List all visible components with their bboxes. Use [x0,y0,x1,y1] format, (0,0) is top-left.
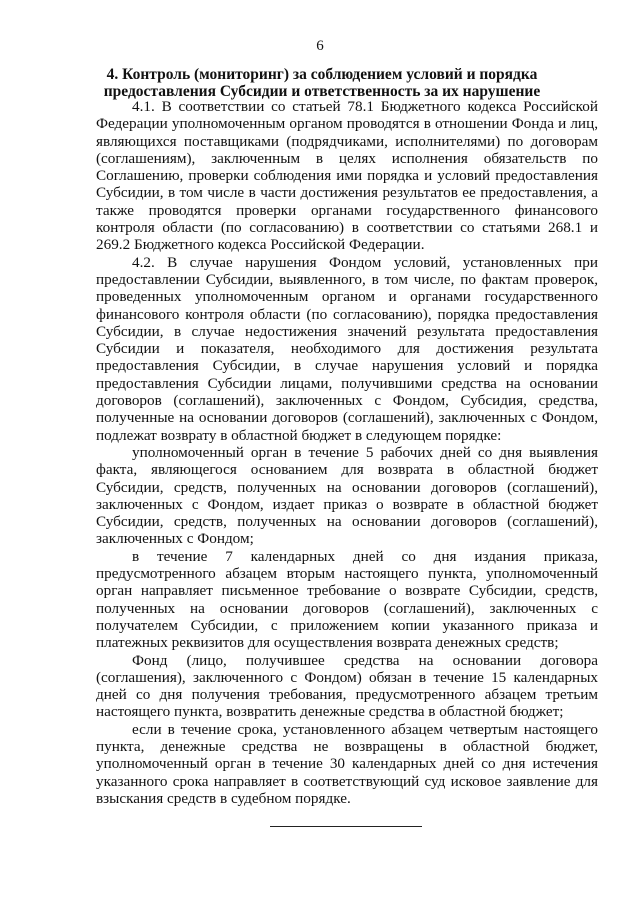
page-number: 6 [316,38,324,54]
section-heading: 4. Контроль (мониторинг) за соблюдением условий и порядка предоставления Субсидии и ответственность за их нарушение [103,66,541,100]
document-body [96,98,598,807]
paragraph-4-2: 4.2. В случае нарушения Фондом условий, установленных при предоставлении Субсидии, выявленного, в том числе, по фактам проверок, проведенных уполномоченным органом и органами государственного финансового контроля области (по согласованию), порядка предоставления Субсидии, в случае недостижения значений результата предоставления Субсидии и показателя, необходимого для достижения результата предоставления Субсидии, в случае нарушения условий и порядка предоставления Субсидии лицами, получившими средства на основании договоров (соглашений), заключенных с Фондом, Субсидия, средства, полученные на основании договоров (соглашений), заключенных с Фондом, подлежат возврату в областной бюджет в следующем порядке: [96,253,598,444]
paragraph-4-1: 4.1. В соответствии со статьей 78.1 Бюджетного кодекса Российской Федерации уполномоченным органом проводятся в отношении Фонда и лиц, являющихся поставщиками (подрядчиками, исполнителями) по договорам (соглашениям), заключенным в целях исполнения обязательств по Соглашению, проверки соблюдения ими порядка и условий предоставления Субсидии, в том числе в части достижения результатов ее предоставления, а также проводятся проверки органами государственного финансового контроля области (по согласованию) в соответствии со статьями 268.1 и 269.2 Бюджетного кодекса Российской Федерации. [96,98,598,254]
paragraph-step-2: в течение 7 календарных дней со дня издания приказа, предусмотренного абзацем вторым настоящего пункта, уполномоченный орган направляет письменное требование о возврате Субсидии, средств, полученных на основании договоров (соглашений), заключенных с получателем Субсидии, с приложением копии указанного приказа и платежных реквизитов для осуществления возврата денежных средств; [96,547,598,652]
paragraph-step-3: Фонд (лицо, получившее средства на основании договора (соглашения), заключенного с Фондом) обязан в течение 15 календарных дней со дня получения требования, предусмотренного абзацем третьим настоящего пункта, возвратить денежные средства в областной бюджет; [96,651,598,721]
paragraph-step-4: если в течение срока, установленного абзацем четвертым настоящего пункта, денежные средства не возвращены в областной бюджет, уполномоченный орган в течение 30 календарных дней со дня истечения указанного срока направляет в соответствующий суд исковое заявление для взыскания средств в судебном порядке. [96,720,598,807]
end-divider [270,826,422,827]
paragraph-step-1: уполномоченный орган в течение 5 рабочих дней со дня выявления факта, являющегося основанием для возврата в областной бюджет Субсидии, средств, полученных на основании договоров (соглашений), заключенных с Фондом, издает приказ о возврате в областной бюджет Субсидии, средств, полученных на основании договоров (соглашений), заключенных с Фондом; [96,443,598,548]
